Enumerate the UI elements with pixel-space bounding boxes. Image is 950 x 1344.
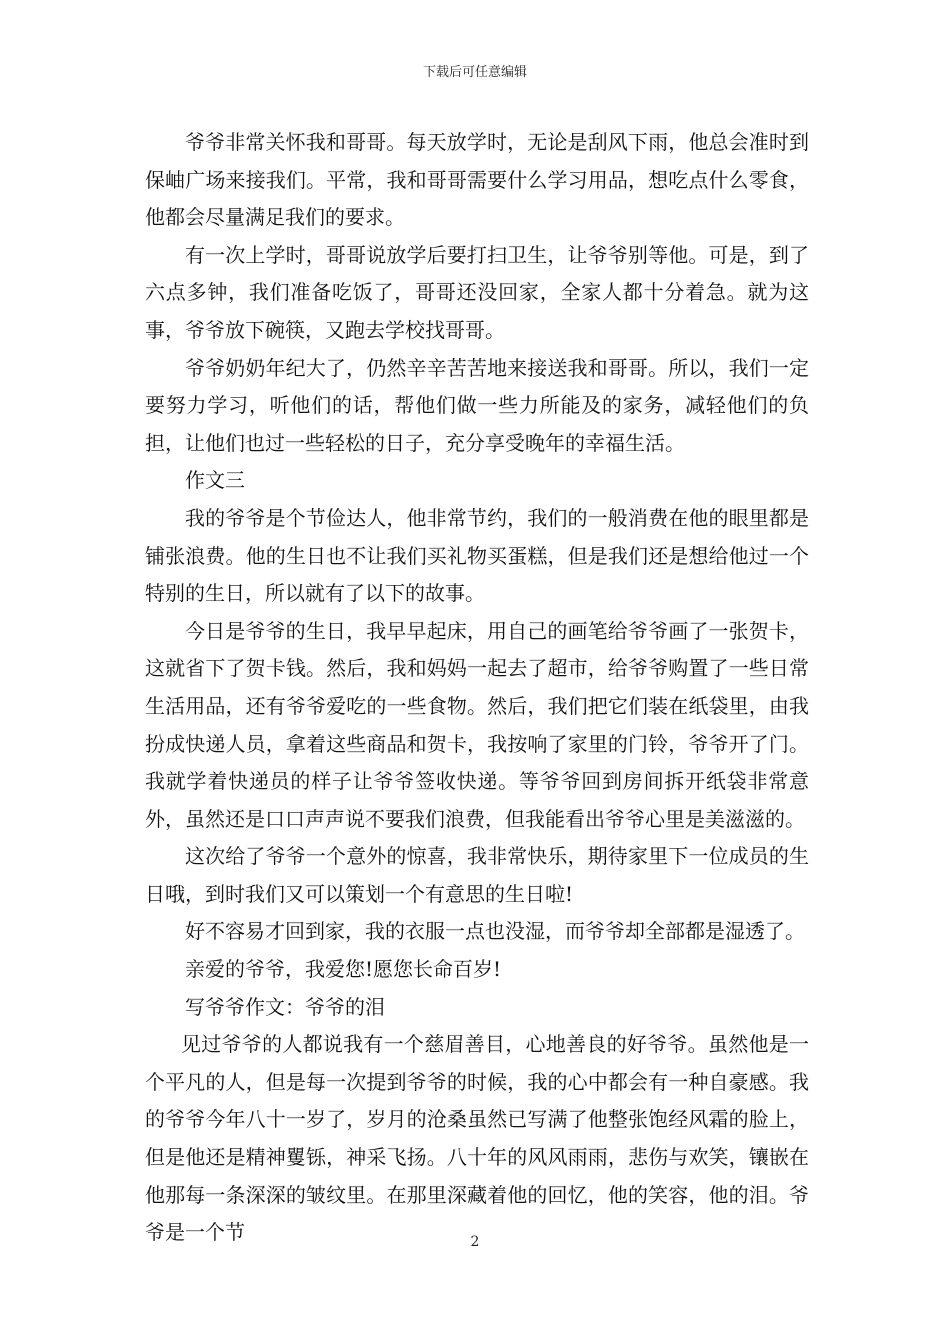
paragraph: 好不容易才回到家，我的衣服一点也没湿，而爷爷却全部都是湿透了。 <box>185 919 805 944</box>
paragraph: 我的爷爷是个节俭达人，他非常节约，我们的一般消费在他的眼里都是铺张浪费。他的生日也不让我们买礼物买蛋糕，但是我们还是想给他过一个特别的生日，所以就有了以下的故事。 <box>145 505 809 606</box>
paragraph: 这次给了爷爷一个意外的惊喜，我非常快乐，期待家里下一位成员的生日哦，到时我们又可以策划一个有意思的生日啦! <box>145 844 809 906</box>
paragraph: 爷爷奶奶年纪大了，仍然辛辛苦苦地来接送我和哥哥。所以，我们一定要努力学习，听他们的话，帮他们做一些力所能及的家务，减轻他们的负担，让他们也过一些轻松的日子，充分享受晚年的幸福生活。 <box>145 355 809 455</box>
paragraph: 亲爱的爷爷，我爱您!愿您长命百岁! <box>185 957 502 982</box>
paragraph: 见过爷爷的人都说我有一个慈眉善目，心地善良的好爷爷。虽然他是一个平凡的人，但是每一次提到爷爷的时候，我的心中都会有一种自豪感。我的爷爷今年八十一岁了，岁月的沧桑虽然已写满了他整张饱经风霜的脸上，但是他还是精神矍铄，神采飞扬。八十年的风风雨雨，悲伤与欢笑，镶嵌在他那每一条深深的皱纹里。在那里深藏着他的回忆，他的笑容，他的泪。爷爷是一个节 <box>145 1032 809 1245</box>
page-number: 2 <box>470 1234 480 1250</box>
document-body <box>145 124 809 1252</box>
paragraph: 有一次上学时，哥哥说放学后要打扫卫生，让爷爷别等他。可是，到了六点多钟，我们准备吃饭了，哥哥还没回家，全家人都十分着急。就为这事，爷爷放下碗筷，又跑去学校找哥哥。 <box>145 242 809 342</box>
paragraph: 爷爷非常关怀我和哥哥。每天放学时，无论是刮风下雨，他总会准时到保岫广场来接我们。平常，我和哥哥需要什么学习用品，想吃点什么零食，他都会尽量满足我们的要求。 <box>145 130 809 230</box>
page-header: 下载后可任意编辑 <box>422 65 527 80</box>
section-heading: 写爷爷作文：爷爷的泪 <box>185 994 385 1019</box>
paragraph: 今日是爷爷的生日，我早早起床，用自己的画笔给爷爷画了一张贺卡，这就省下了贺卡钱。然后，我和妈妈一起去了超市，给爷爷购置了一些日常生活用品，还有爷爷爱吃的一些食物。然后，我们把它们装在纸袋里，由我扮成快递人员，拿着这些商品和贺卡，我按响了家里的门铃，爷爷开了门。我就学着快递员的样子让爷爷签收快递。等爷爷回到房间拆开纸袋非常意外，虽然还是口口声声说不要我们浪费，但我能看出爷爷心里是美滋滋的。 <box>145 618 809 831</box>
section-heading: 作文三 <box>185 468 245 493</box>
